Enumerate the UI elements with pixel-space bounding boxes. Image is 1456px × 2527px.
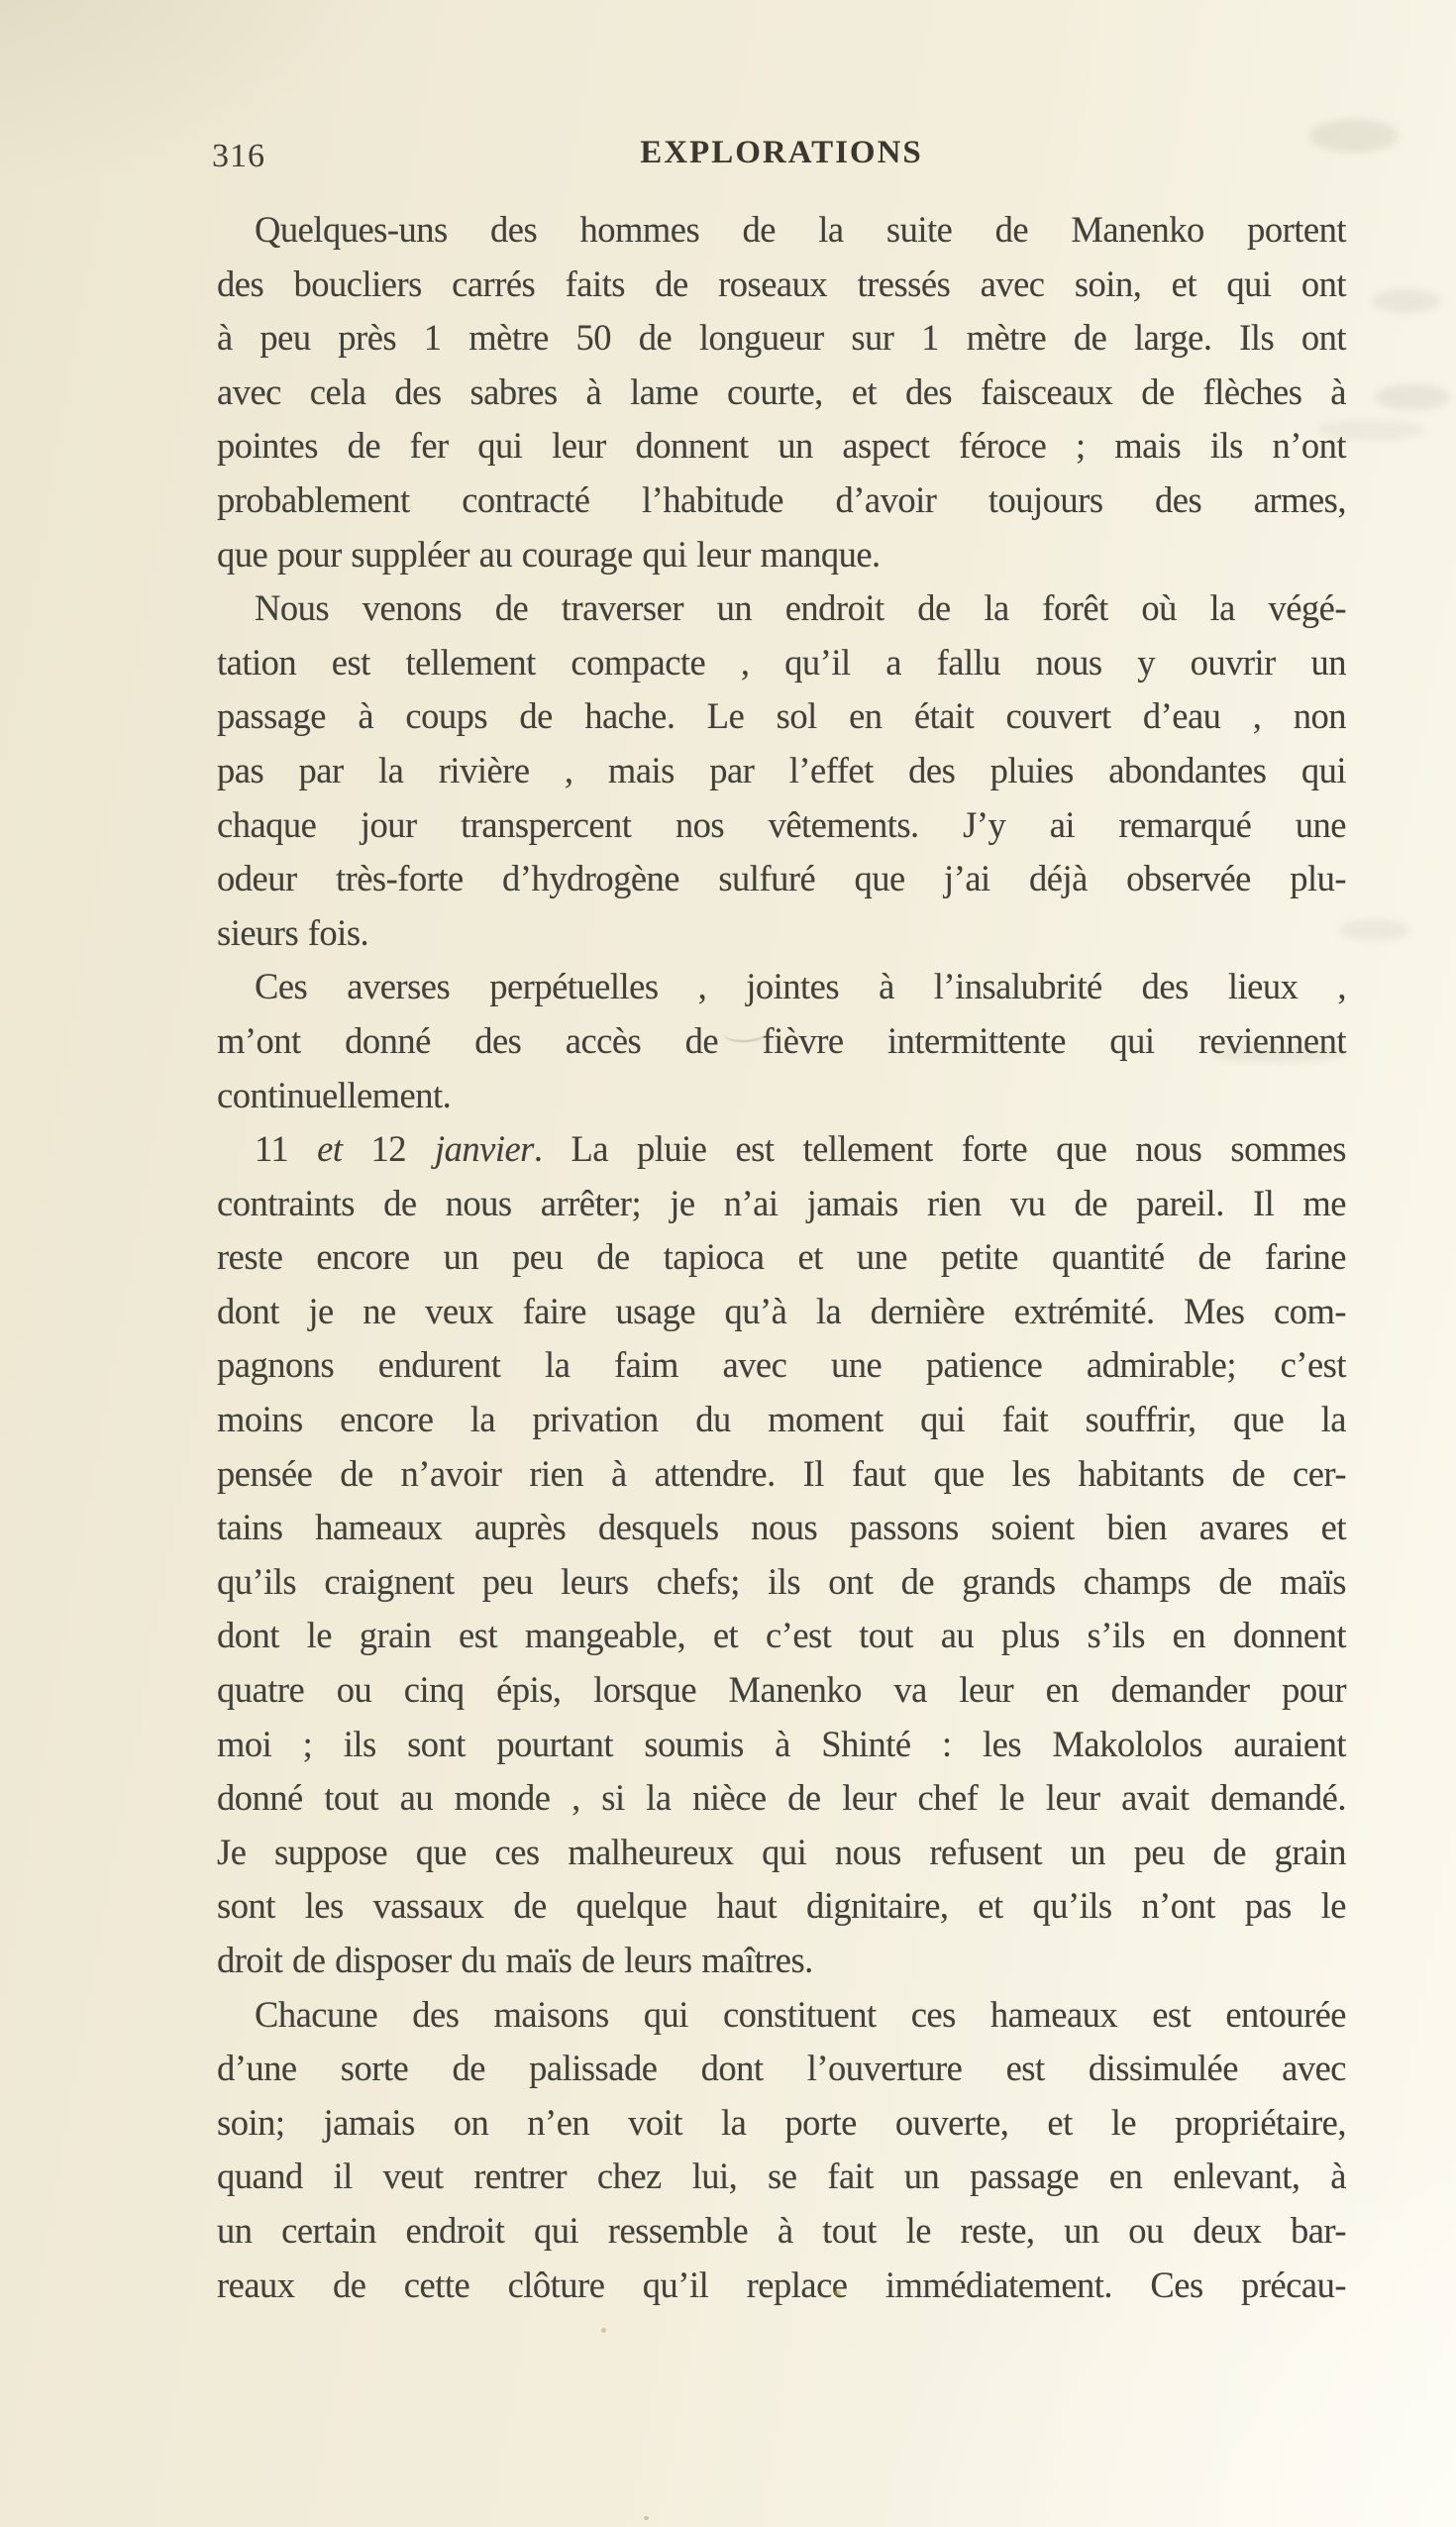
text-block — [217, 203, 1346, 2312]
text-line: dont je ne veux faire usage qu’à la dernière extrémité. Mes com- — [217, 1290, 1346, 1331]
text-line: soin; jamais on n’en voit la porte ouverte, et le propriétaire, — [217, 2101, 1346, 2143]
text-line: Quelques-uns des hommes de la suite de Manenko portent — [255, 209, 1346, 250]
bleedthrough-smudge — [1372, 289, 1441, 313]
text-line: Je suppose que ces malheureux qui nous refusent un peu de grain — [217, 1831, 1346, 1872]
text-line: des boucliers carrés faits de roseaux tressés avec soin, et qui ont — [217, 263, 1346, 304]
date-entry-et-italic: et — [317, 1128, 343, 1170]
text-line: reste encore un peu de tapioca et une petite quantité de farine — [217, 1236, 1346, 1278]
page-number: 316 — [212, 138, 265, 174]
text-line-date-entry — [217, 1122, 1346, 1177]
text-line: continuellement. — [217, 1074, 452, 1115]
text-line: odeur très-forte d’hydrogène sulfuré que j’ai déjà observée plu- — [217, 858, 1346, 899]
date-entry-day2: 12 — [342, 1128, 435, 1170]
paper-speck — [644, 2516, 649, 2520]
text-line: donné tout au monde , si la nièce de leur chef le leur avait demandé. — [217, 1777, 1346, 1819]
text-line: contraints de nous arrêter; je n’ai jamais rien vu de pareil. Il me — [217, 1182, 1346, 1223]
bleedthrough-smudge — [1339, 919, 1410, 941]
text-line: m’ont donné des accès de fièvre intermittente qui reviennent — [217, 1019, 1346, 1061]
text-line: d’une sorte de palissade dont l’ouverture est dissimulée avec — [217, 2048, 1346, 2089]
text-line: droit de disposer du maïs de leurs maîtres. — [217, 1940, 813, 1980]
date-entry-day: 11 — [255, 1128, 318, 1170]
bleedthrough-smudge — [1309, 119, 1399, 153]
text-line: tation est tellement compacte , qu’il a fallu nous y ouvrir un — [217, 641, 1346, 683]
text-line: probablement contracté l’habitude d’avoir toujours des armes, — [217, 478, 1346, 520]
text-line: tains hameaux auprès desquels nous passons soient bien avares et — [217, 1507, 1346, 1548]
text-line: reaux de cette clôture qu’il replace immédiatement. Ces précau- — [217, 2264, 1346, 2305]
date-entry-rest: . La pluie est tellement forte que nous sommes — [533, 1128, 1347, 1170]
paper-speck — [834, 2290, 841, 2296]
text-line: qu’ils craignent peu leurs chefs; ils ont de grands champs de maïs — [217, 1560, 1346, 1602]
text-line: à peu près 1 mètre 50 de longueur sur 1 mètre de large. Ils ont — [217, 317, 1346, 359]
text-line: pointes de fer qui leur donnent un aspect féroce ; mais ils n’ont — [217, 425, 1346, 467]
text-line: pensée de n’avoir rien à attendre. Il faut que les habitants de cer- — [217, 1452, 1346, 1494]
text-line: sont les vassaux de quelque haut dignitaire, et qu’ils n’ont pas le — [217, 1885, 1346, 1927]
text-line: pagnons endurent la faim avec une patience admirable; c’est — [217, 1344, 1346, 1386]
text-line: passage à coups de hache. Le sol en était couvert d’eau , non — [217, 695, 1346, 737]
text-line: Chacune des maisons qui constituent ces hameaux est entourée — [255, 1993, 1346, 2035]
bleedthrough-smudge — [1210, 1046, 1349, 1062]
text-line: avec cela des sabres à lame courte, et des faisceaux de flèches à — [217, 370, 1346, 412]
text-line: quand il veut rentrer chez lui, se fait un passage en enlevant, à — [217, 2156, 1346, 2197]
text-line: chaque jour transpercent nos vêtements. J’y ai remarqué une — [217, 803, 1346, 845]
text-line: moi ; ils sont pourtant soumis à Shinté : les Makololos auraient — [217, 1723, 1346, 1764]
text-line: moins encore la privation du moment qui fait souffrir, que la — [217, 1399, 1346, 1440]
text-line: Nous venons de traverser un endroit de la forêt où la végé- — [255, 587, 1346, 629]
text-line: dont le grain est mangeable, et c’est tout au plus s’ils en donnent — [217, 1615, 1346, 1656]
date-entry-month-italic: janvier — [435, 1128, 534, 1170]
paper-speck — [601, 2328, 606, 2333]
text-line: pas par la rivière , mais par l’effet des pluies abondantes qui — [217, 749, 1346, 790]
bleedthrough-smudge — [1375, 384, 1450, 410]
text-line: que pour suppléer au courage qui leur manque. — [217, 533, 881, 575]
text-line: quatre ou cinq épis, lorsque Manenko va leur en demander pour — [217, 1669, 1346, 1711]
bleedthrough-smudge — [1317, 420, 1426, 440]
text-line: un certain endroit qui ressemble à tout le reste, un ou deux bar- — [217, 2209, 1346, 2251]
text-line: sieurs fois. — [217, 911, 369, 953]
text-line: Ces averses perpétuelles , jointes à l’insalubrité des lieux , — [255, 966, 1346, 1007]
running-header: EXPLORATIONS — [640, 135, 923, 170]
